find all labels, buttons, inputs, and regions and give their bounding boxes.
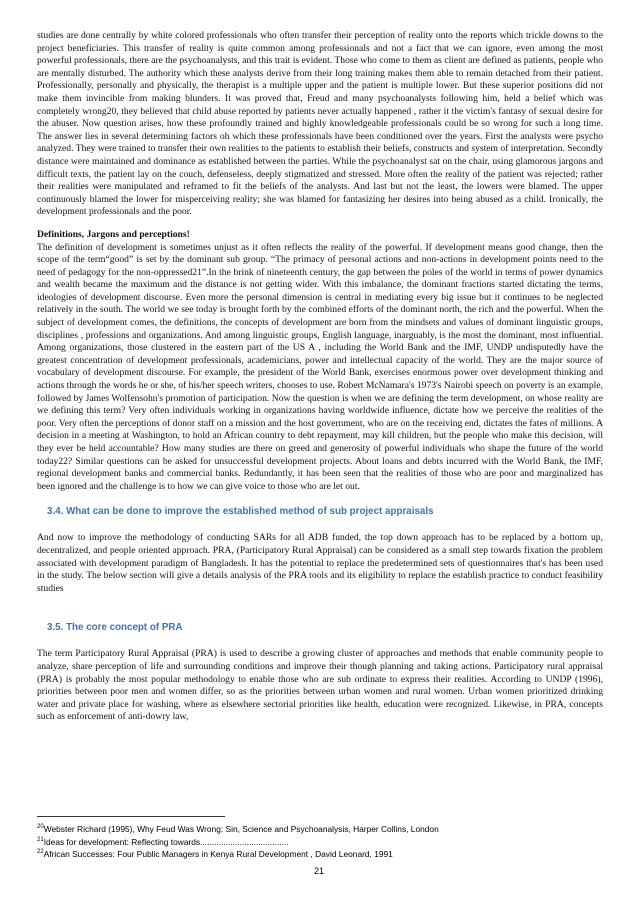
body-paragraph-intro: studies are done centrally by white colored professionals who often transfer their perception of reality onto the reports which trickle downs to the project beneficiaries. This transfer of reality is quite common among professionals and not a fact that we can ignore, even among the most powerful professionals, there are the psychoanalysts, and this trait is evident. Those who come to them as client are defined as patients, people who are mentally disturbed. The authority which these analysts derive from their long training makes them able to remain detached from their patient. Professionally, personally and physically, the therapist is a multiple upper and the patient is multiple lower. But these superior positions did not make them invincible from making blunders. It was proved that, Freud and many psychoanalysts following him, held a belief which was completely wrong20, they believed that child abuse reported by patients never actually happened , rather it the victim's fantasy of sexual desire for the abuser. Now question arises, how these profoundly trained and highly knowledgeable professionals could be so wrong for such a long time. The answer lies in several determining factors oh which these professionals have been conditioned over the years. First the analysts were psycho analyzed. They were trained to transfer their own realities to the patients to establish their beliefs, constructs and system of interpretation. Secondly distance were maintained and dominance as established between the parties. While the psychoanalyst sat on the chair, using glamorous jargons and difficult texts, the patient lay on the couch, defenseless, deeply stigmatized and stressed. More often the reality of the patient was rejected; rather their realities were manipulated and reframed to fit the beliefs of the analysts. And last but not the least, the lowers were blamed. The upper continuously blamed the lower for misperceiving reality; she was blamed for fantasizing her desires into being abused as a child. Ironically, the development professionals and the poor. [37, 30, 603, 218]
footnote-number: 21 [37, 836, 44, 843]
footnote-21 [37, 836, 603, 849]
document-page [37, 30, 603, 724]
footnote-divider [37, 816, 225, 817]
footnote-text: Webster Richard (1995), Why Feud Was Wrong: Sin, Science and Psychoanalysis, Harper Collins, London [43, 824, 439, 834]
footnote-number: 20 [37, 824, 44, 831]
body-paragraph-3-4: And now to improve the methodology of conducting SARs for all ADB funded, the top down approach has to be replaced by a bottom up, decentralized, and people oriented approach. PRA, (Participatory Rural Appraisal) can be considered as a small step towards fixation the problem associated with development paradigm of Bangladesh. It has the potential to replace the predetermined sets of questionnaires that's has been used in the study. The below section will give a details analysis of the PRA tools and its eligibility to replace the establish practice to conduct feasibility studies [37, 532, 603, 594]
footnote-20 [37, 823, 603, 836]
footnote-text: Ideas for development: Reflecting towards...................................... [43, 836, 289, 847]
section-heading-3-5: 3.5. The core concept of PRA [47, 622, 183, 634]
heading-definitions: Definitions, Jargons and perceptions! [37, 228, 190, 240]
body-paragraph-3-5: The term Participatory Rural Appraisal (PRA) is used to describe a growing cluster of approaches and methods that enable community people to analyze, share perception of life and surrounding conditions and improve their though planning and taking actions. Participatory rural appraisal (PRA) is probably the most popular methodology to enable those who are sub ordinate to express their realities. According to UNDP (1996), priorities between poor men and women differ, so as the priorities between urban women and rural women. Urban women prioritized drinking water and private place for washing, where as elsewhere sectorial priorities like health, education were recognized. Likewise, in PRA, concepts such as enforcement of anti-dowry law, [37, 648, 603, 723]
footnote-22 [37, 848, 603, 861]
footnote-number: 22 [37, 849, 44, 856]
body-paragraph-definitions: The definition of development is sometimes unjust as it often reflects the reality of the powerful. If development means good change, then the scope of the term“good” is set by the dominant sub group. “The primacy of personal actions and non-actions in development points need to the need of pedagogy for the non-oppressed21”.In the brink of nineteenth century, the gap between the poles of the world in terms of power dynamics and wealth became the maximum and the distance is not getting wider. With this imbalance, the dominant fractions started dictating the terms, ideologies of development discourse. Even more the personal dimension is central in mediating every big issue but it continues to be neglected relatively in the south. The world we see today is brought forth by the combined efforts of the dominant north, the rich and the powerful. When the subject of development comes, the definitions, the concepts of development are born from the mindsets and values of dominant linguistic groups, disciplines , professions and organizations. And among linguistic groups, English language, inarguably, is the most the dominant, most influential. Among organizations, those clustered in the eastern part of the US A , including the World Bank and the IMF, UNDP undisputedly have the greatest concentration of development professionals, academicians, power and intellectual capacity of the world. They are the major source of vocabulary of development discourse. For example, the president of the World Bank, exercises enormous power over development thinking and actions through the words he or she, of his/her speech writers, chooses to use. Robert McNamara's 1973's Nairobi speech on poverty is an example, followed by James Wolfensohn's promotion of participation. Now the question is when we are defining the term development, on whose reality are we defining this term? Very often individuals working in organizations having worldwide influence, dictate how we perceive the realities of the poor. Very often the perceptions of donor staff on a mission and the host government, who are on the receiving end, dictates the fates of millions. A decision in a meeting at Washington, to hold an African country to debt repayment, may kill children, but the people who make this decision, will they ever be held accountable? How many studies are there on greed and generosity of powerful individuals who shape the future of the world today22? Similar questions can be asked for unsuccessful development projects. About loans and debts incurred with the World Bank, the IMF, regional development banks and commercial banks. Redundantly, it has been seen that the realities of those who are poor and marginalized has been ignored and the challenge is to how we can give voice to those who are let out. [37, 241, 603, 492]
section-heading-3-4: 3.4. What can be done to improve the established method of sub project appraisals [47, 506, 434, 518]
footnote-text: African Successes: Four Public Managers in Kenya Rural Development , David Leonard, 1991 [43, 849, 393, 860]
page-number: 21 [313, 866, 324, 876]
footnotes [37, 816, 603, 861]
